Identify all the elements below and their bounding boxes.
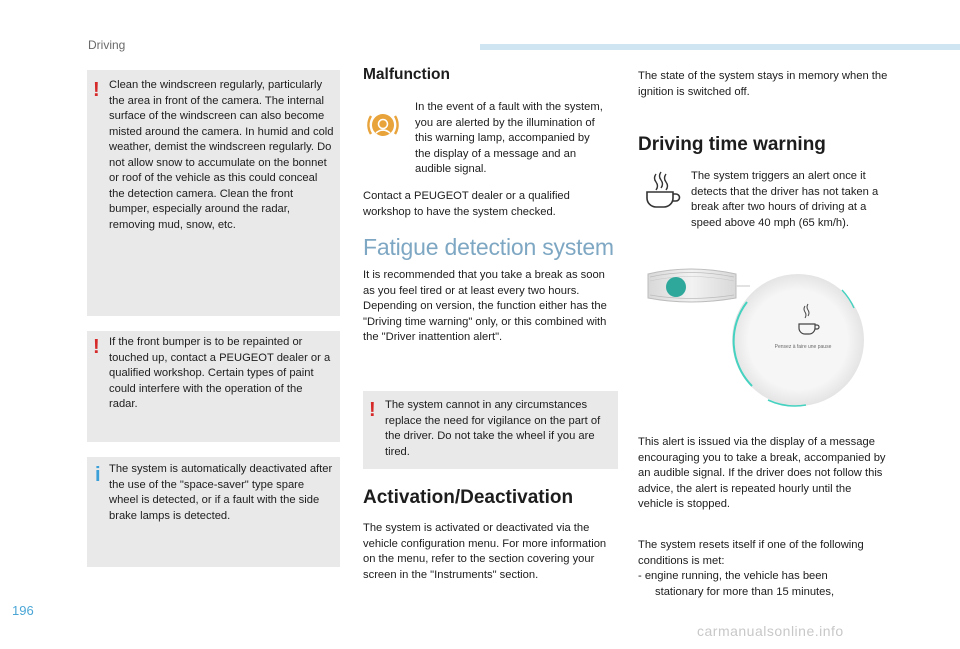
reset-intro-text: The system resets itself if one of the following conditions is met: (638, 539, 864, 567)
vigilance-text: The system cannot in any circumstances replace the need for vigilance on the part of the driver. Do not take the wheel if you are tired. (385, 399, 601, 458)
driving-time-warning-title: Driving time warning (638, 134, 826, 155)
page-number: 196 (12, 603, 34, 618)
malfunction-text: In the event of a fault with the system, you are alerted by the illumination of this warning lamp, accompanied by the display of a message and an audible signal. (415, 101, 603, 175)
warning-lamp-icon (364, 106, 402, 144)
box-bumper-text: If the front bumper is to be repainted or touched up, contact a PEUGEOT dealer or a qualified workshop. Certain types of paint could interfere with the operation of the radar. (109, 336, 331, 410)
driving-time-warning-text: The system triggers an alert once it detects that the driver has not taken a break after two hours of driving at a speed above 40 mph (65 km/h). (691, 170, 879, 229)
activation-text: The system is activated or deactivated via the vehicle configuration menu. For more information on the menu, refer to the section covering your screen in the "Instruments" section. (363, 522, 607, 581)
contact-text: Contact a PEUGEOT dealer or a qualified workshop to have the system checked. (363, 190, 570, 218)
box-deactivation-text: The system is automatically deactivated after the use of the "space-saver" type spare wheel is detected, or if a fault with the side brake lamps is detected. (109, 463, 333, 522)
vigilance-warning-box (363, 391, 618, 469)
activation-title: Activation/Deactivation (363, 487, 574, 508)
instrument-display-illustration (640, 262, 890, 434)
warning-exclamation-icon: ! (369, 399, 376, 421)
warning-exclamation-icon: ! (93, 336, 100, 358)
info-icon: i (95, 464, 101, 486)
box-clean-text: Clean the windscreen regularly, particularly the area in front of the camera. The internal surface of the windscreen can also become misted around the camera. In humid and cold weather, demist the windscreen regularly. Do not allow snow to accumulate on the bonnet or roof of the vehicle as this could conceal the detection camera. Clean the front bumper, especially around the radar, removing mud, snow, etc. (109, 79, 334, 231)
display-message: Pensez à faire une pause (774, 344, 832, 350)
malfunction-title: Malfunction (363, 66, 450, 83)
header-bar (480, 44, 960, 50)
memory-text: The state of the system stays in memory when the ignition is switched off. (638, 70, 888, 98)
fatigue-text: It is recommended that you take a break as soon as you feel tired or at least every two hours. Depending on version, the function either has the "Driving time warning" only, or this combined with the "Driver inattention alert". (363, 269, 607, 343)
reset-condition-item: - engine running, the vehicle has been stationary for more than 15 minutes, (638, 570, 835, 598)
watermark: carmanualsonline.info (697, 623, 844, 639)
warning-exclamation-icon: ! (93, 79, 100, 101)
alert-text: This alert is issued via the display of a message encouraging you to take a break, accompanied by an audible signal. If the driver does not follow this advice, the alert is repeated hourly until the vehicle is stopped. (638, 436, 886, 510)
warning-box-bumper (87, 331, 340, 442)
fatigue-title: Fatigue detection system (363, 234, 614, 260)
info-box-deactivation (87, 457, 340, 567)
section-label: Driving (88, 38, 126, 52)
coffee-cup-icon (642, 170, 682, 210)
warning-box-clean (87, 70, 340, 316)
